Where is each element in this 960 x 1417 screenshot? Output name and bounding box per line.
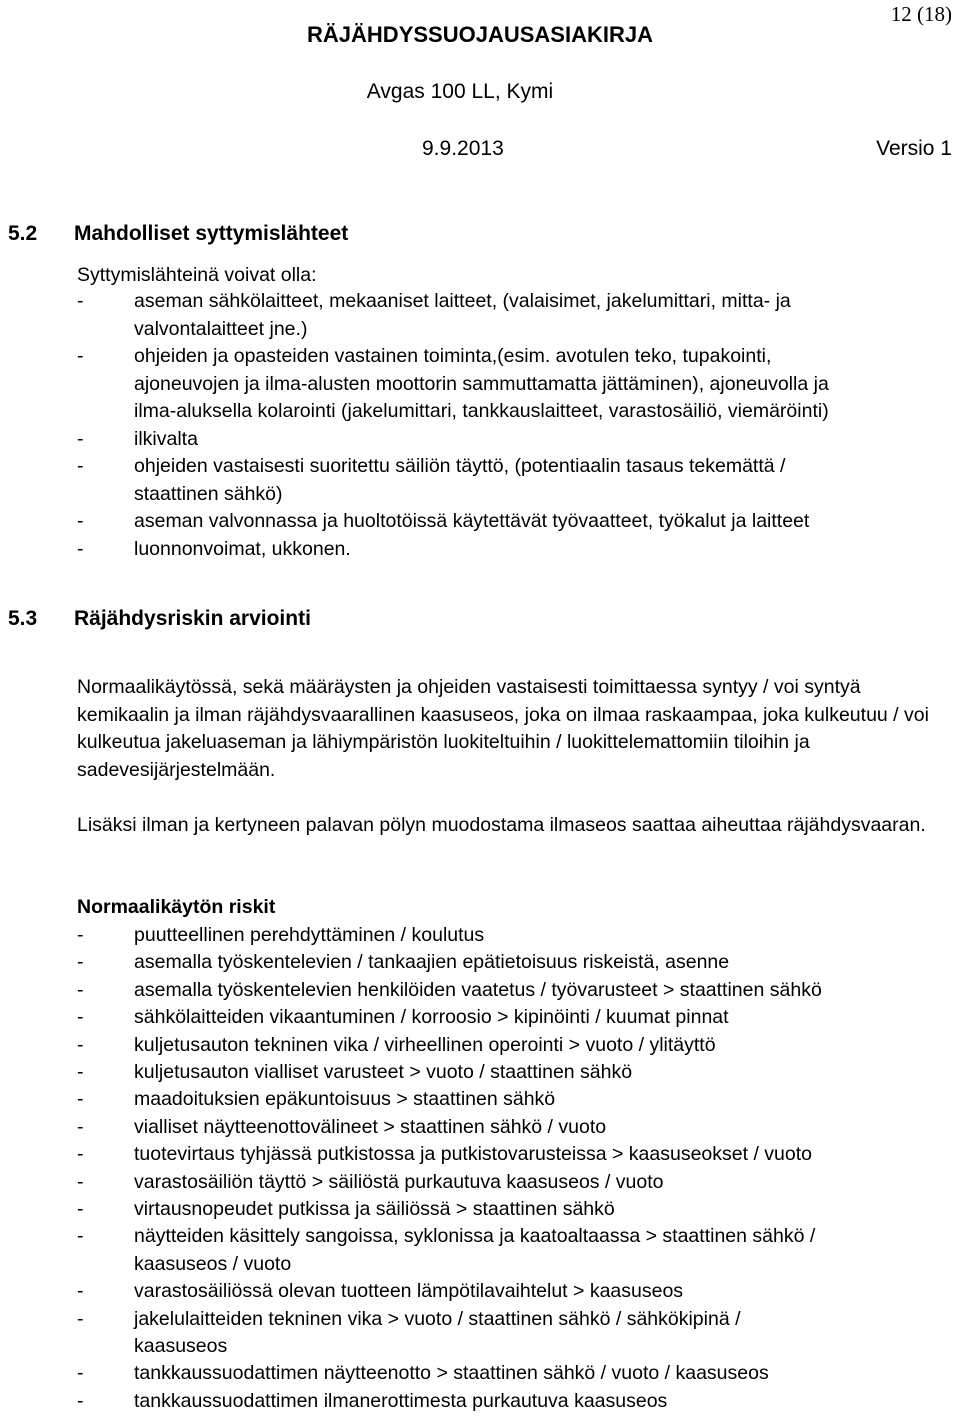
list-item-text: ajoneuvojen ja ilma-alusten moottorin sammuttamatta jättäminen), ajoneuvolla ja: [134, 372, 829, 395]
risk-item-text: varastosäiliössä olevan tuotteen lämpötilavaihtelut > kaasuseos: [134, 1280, 684, 1303]
list-item-text: aseman sähkölaitteet, mekaaniset laitteet, (valaisimet, jakelumittari, mitta- ja: [134, 290, 791, 312]
risk-item-text: virtausnopeudet putkissa ja säiliössä > staattinen sähkö: [134, 1198, 615, 1220]
risk-item-text: asemalla työskentelevien / tankaajien epätietoisuus riskeistä, asenne: [134, 951, 730, 974]
list-dash: -: [77, 1307, 84, 1330]
paragraph-normal-use: Normaalikäytössä, sekä määräysten ja ohjeiden vastaisesti toimittaessa syntyy / voi syntyä kemikaalin ja ilman räjähdysvaarallinen kaasuseos, joka on ilmaa raskaampaa, joka kulkeutuu / voi kulkeutua jakeluaseman ja lähiympäristön luokiteltuihin / luokittelemattomiin tiloihin ja sadevesijärjestelmään.: [77, 676, 929, 781]
risk-item-text: kuljetusauton vialliset varusteet > vuoto / staattinen sähkö: [134, 1061, 633, 1083]
list-dash: -: [77, 1225, 84, 1248]
list-dash: -: [77, 1088, 84, 1111]
list-item-text: valvontalaitteet jne.): [134, 317, 308, 340]
list-item-text: ilma-aluksella kolarointi (jakelumittari, tankkauslaitteet, varastosäiliö, viemäröinti): [134, 400, 829, 422]
list-dash: -: [77, 290, 84, 312]
list-dash: -: [77, 1006, 84, 1029]
list-item-text: aseman valvonnassa ja huoltotöissä käytettävät työvaatteet, työkalut ja laitteet: [134, 510, 810, 532]
section-5-2-heading: [8, 222, 348, 246]
page-number: 12 (18): [890, 2, 952, 26]
list-dash: -: [77, 427, 84, 450]
risk-item-text: sähkölaitteiden vikaantuminen / korroosio > kipinöinti / kuumat pinnat: [134, 1006, 729, 1029]
list-dash: -: [77, 924, 84, 946]
section-title: Mahdolliset syttymislähteet: [74, 222, 349, 245]
risk-item-text: kaasuseos / vuoto: [134, 1252, 292, 1275]
section-number: 5.3: [8, 607, 38, 630]
risk-item-text: tankkaussuodattimen näytteenotto > staattinen sähkö / vuoto / kaasuseos: [134, 1362, 769, 1385]
risk-item-text: varastosäiliön täyttö > säiliöstä purkautuva kaasuseos / vuoto: [134, 1170, 664, 1193]
list-dash: -: [77, 1033, 84, 1056]
list-dash: -: [77, 978, 84, 1001]
risk-item-text: kaasuseos: [134, 1335, 228, 1357]
list-dash: -: [77, 1198, 84, 1220]
list-dash: -: [77, 1362, 84, 1385]
risk-item-text: vialliset näytteenottovälineet > staattinen sähkö / vuoto: [134, 1115, 607, 1138]
section-title: Räjähdysriskin arviointi: [74, 607, 311, 630]
risk-item-text: kuljetusauton tekninen vika / virheellinen operointi > vuoto / ylitäyttö: [134, 1033, 716, 1056]
risks-heading: Normaalikäytön riskit: [77, 896, 276, 918]
list-item-text: staattinen sähkö): [134, 482, 283, 505]
list-item-text: luonnonvoimat, ukkonen.: [134, 537, 351, 560]
risk-item-text: puutteellinen perehdyttäminen / koulutus: [134, 924, 485, 946]
document-title: RÄJÄHDYSSUOJAUSASIAKIRJA: [307, 22, 653, 47]
document-version: Versio 1: [876, 137, 952, 160]
risk-item-text: tuotevirtaus tyhjässä putkistossa ja putkistovarusteissa > kaasuseokset / vuoto: [134, 1143, 812, 1166]
list-dash: -: [77, 1280, 84, 1303]
list-dash: -: [77, 1115, 84, 1138]
risk-item-text: jakelulaitteiden tekninen vika > vuoto / staattinen sähkö / sähkökipinä /: [134, 1307, 741, 1330]
list-item-text: ohjeiden ja opasteiden vastainen toiminta,(esim. avotulen teko, tupakointi,: [134, 345, 772, 367]
section-5-3-heading: [8, 607, 311, 631]
section-number: 5.2: [8, 222, 38, 245]
document-date: 9.9.2013: [422, 137, 504, 160]
list-dash: -: [77, 510, 84, 532]
list-dash: -: [77, 951, 84, 974]
risk-item-text: asemalla työskentelevien henkilöiden vaatetus / työvarusteet > staattinen sähkö: [134, 978, 822, 1001]
list-dash: -: [77, 1061, 84, 1083]
paragraph-dust: Lisäksi ilman ja kertyneen palavan pölyn muodostama ilmaseos saattaa aiheuttaa räjähdysvaaran.: [77, 814, 926, 836]
document-subtitle: Avgas 100 LL, Kymi: [366, 80, 554, 103]
list-dash: -: [77, 1170, 84, 1193]
risk-item-text: näytteiden käsittely sangoissa, syklonissa ja kaatoaltaassa > staattinen sähkö /: [134, 1225, 816, 1248]
list-dash: -: [77, 1143, 84, 1166]
list-item-text: ohjeiden vastaisesti suoritettu säiliön täyttö, (potentiaalin tasaus tekemättä /: [134, 455, 786, 477]
list-dash: -: [77, 345, 84, 367]
list-dash: -: [77, 455, 84, 477]
list-dash: -: [77, 537, 84, 560]
section-5-2-intro: Syttymislähteinä voivat olla:: [77, 264, 317, 286]
risk-item-text: tankkaussuodattimen ilmanerottimesta purkautuva kaasuseos: [134, 1389, 668, 1412]
risk-item-text: maadoituksien epäkuntoisuus > staattinen sähkö: [134, 1088, 556, 1111]
list-item-text: ilkivalta: [134, 427, 198, 450]
list-dash: -: [77, 1389, 84, 1412]
